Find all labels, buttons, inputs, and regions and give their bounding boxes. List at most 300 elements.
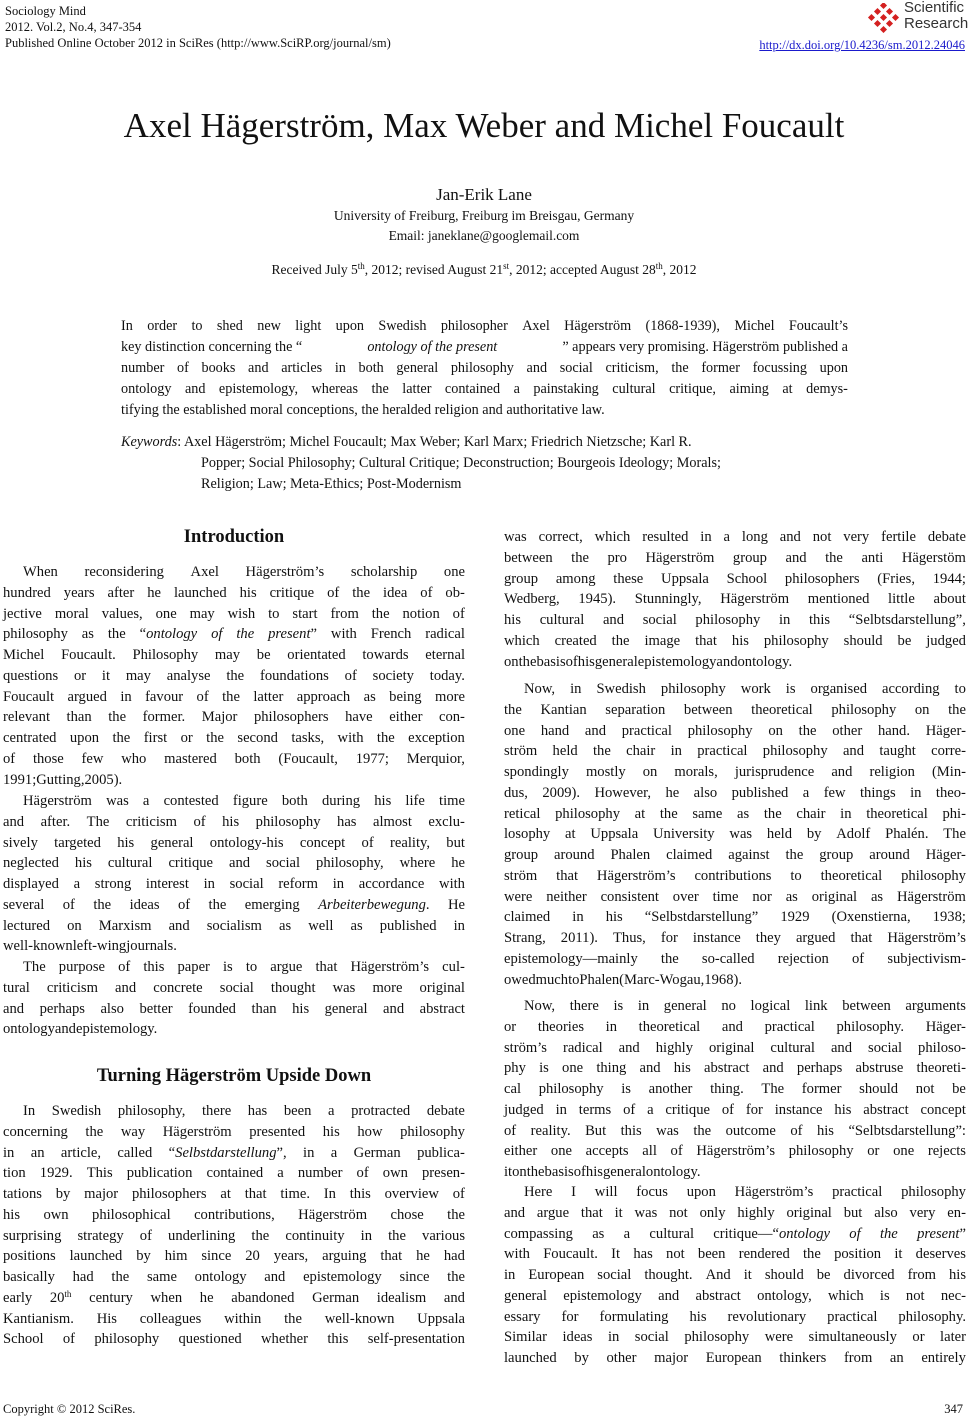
word: socialism bbox=[206, 917, 262, 934]
word: latter bbox=[402, 381, 432, 397]
word: is bbox=[223, 959, 233, 975]
word: books bbox=[201, 360, 236, 376]
word: theoreti- bbox=[916, 1060, 966, 1077]
word: resulted bbox=[642, 529, 689, 545]
word: philosopher bbox=[440, 318, 508, 334]
word: with bbox=[504, 1246, 530, 1263]
word: to bbox=[568, 971, 580, 988]
word: sively bbox=[3, 834, 38, 851]
word: his bbox=[948, 1267, 966, 1283]
word: Hägerstöm bbox=[901, 549, 966, 566]
word: well bbox=[308, 917, 334, 934]
word: social bbox=[642, 612, 677, 628]
word: philosophers bbox=[253, 709, 329, 726]
word: philosophy bbox=[831, 701, 897, 718]
word: Hägerström’s bbox=[696, 1143, 776, 1160]
copyright-footer: Copyright © 2012 SciRes. bbox=[3, 1402, 136, 1416]
word: an bbox=[889, 1350, 904, 1366]
text-line bbox=[504, 700, 966, 721]
logo-text-research: Research bbox=[904, 15, 968, 32]
word: the bbox=[376, 730, 395, 746]
word: the bbox=[592, 743, 611, 760]
word: argue bbox=[270, 959, 303, 975]
word: (Min- bbox=[931, 764, 966, 780]
word: highly bbox=[737, 1204, 775, 1221]
word: (Marc-Wogau, bbox=[619, 971, 705, 988]
text-line bbox=[504, 631, 966, 652]
text-line bbox=[504, 824, 966, 845]
word: claimed bbox=[666, 847, 713, 863]
word: theoretical bbox=[638, 1018, 701, 1035]
text-line bbox=[504, 996, 966, 1017]
abstract-line bbox=[121, 358, 848, 379]
word: questioned bbox=[178, 1331, 242, 1348]
text-line bbox=[504, 1079, 966, 1100]
text-line bbox=[3, 687, 465, 708]
word: 1929. bbox=[39, 1165, 73, 1182]
word: he bbox=[199, 1289, 214, 1306]
text-line bbox=[504, 1327, 966, 1348]
text-line bbox=[3, 1309, 465, 1330]
word: his bbox=[689, 1308, 707, 1325]
word: group bbox=[732, 549, 767, 566]
revised-text: , 2012; revised August 21 bbox=[364, 262, 504, 277]
word: since bbox=[201, 1248, 232, 1265]
text-line bbox=[3, 749, 465, 770]
word: Uppsala bbox=[590, 826, 639, 843]
text-line bbox=[3, 624, 465, 645]
word: This bbox=[86, 1165, 113, 1182]
word: he bbox=[665, 784, 680, 801]
word: thought. bbox=[644, 1267, 693, 1283]
word: instance bbox=[692, 930, 741, 946]
word: to bbox=[954, 681, 966, 697]
word: own bbox=[43, 1206, 69, 1223]
word: French bbox=[370, 626, 412, 643]
word: ontology, bbox=[757, 1287, 812, 1304]
word: his bbox=[3, 1206, 21, 1223]
word: more bbox=[372, 979, 403, 996]
word: and bbox=[658, 1287, 680, 1304]
word: exception bbox=[408, 730, 465, 746]
word: this bbox=[620, 1122, 642, 1139]
word: will bbox=[594, 1184, 618, 1200]
word: in bbox=[572, 909, 584, 926]
word: religion bbox=[869, 764, 915, 780]
word: upon bbox=[69, 730, 100, 746]
word: underlining bbox=[168, 1227, 236, 1244]
author-email: Email: janeklane@googlemail.com bbox=[388, 228, 580, 243]
word: original bbox=[786, 1204, 832, 1221]
word: it bbox=[504, 1164, 513, 1180]
word: by bbox=[806, 826, 822, 843]
word: of bbox=[721, 1101, 734, 1118]
word: not bbox=[669, 1204, 688, 1221]
word: and bbox=[3, 1000, 25, 1017]
word: theoretical bbox=[751, 701, 813, 718]
word: from bbox=[843, 1350, 873, 1366]
word: targeted bbox=[54, 834, 101, 851]
word: around bbox=[869, 847, 910, 863]
word: Wedberg, bbox=[504, 591, 560, 608]
word: philosophy bbox=[687, 722, 753, 739]
right-para-4 bbox=[504, 1182, 966, 1369]
word: century bbox=[89, 1289, 133, 1306]
word: in bbox=[607, 1329, 620, 1346]
word: second bbox=[237, 730, 278, 746]
word: neither bbox=[546, 888, 587, 905]
word: purpose bbox=[58, 959, 105, 975]
word: the bbox=[671, 360, 689, 376]
word: on bbox=[67, 917, 82, 934]
word: ideas bbox=[562, 1329, 593, 1346]
word: epistemology bbox=[563, 1287, 642, 1304]
word: strong bbox=[94, 876, 132, 892]
word: social bbox=[229, 876, 264, 892]
word: a bbox=[330, 1144, 338, 1161]
word: and bbox=[779, 529, 801, 545]
word: philosophy. bbox=[898, 1308, 966, 1325]
word: perhaps bbox=[39, 1000, 85, 1017]
word: philosophy bbox=[901, 867, 966, 884]
word: in bbox=[570, 681, 582, 697]
word: one bbox=[893, 1143, 915, 1160]
word: in bbox=[840, 805, 852, 822]
word: had bbox=[443, 1248, 465, 1265]
word: The bbox=[943, 826, 966, 843]
word: Hägerström bbox=[162, 1123, 232, 1140]
word: or bbox=[912, 1329, 925, 1346]
right-para-2 bbox=[504, 679, 966, 990]
word: 20th bbox=[49, 1288, 72, 1306]
word: well-known bbox=[3, 938, 73, 955]
word: contributions bbox=[694, 867, 772, 884]
word: and bbox=[831, 764, 853, 780]
word: theoretical bbox=[866, 805, 928, 822]
abstract-line: tifying the established moral conceptions, the heralded religion and authoritative law. bbox=[121, 402, 605, 418]
word: of bbox=[139, 1227, 152, 1244]
word: practical bbox=[697, 743, 748, 760]
word: which bbox=[594, 529, 631, 545]
text-line bbox=[504, 783, 966, 804]
word: idea bbox=[383, 584, 408, 601]
word: social bbox=[219, 979, 254, 996]
text-line bbox=[3, 583, 465, 604]
word: accordance bbox=[358, 876, 425, 892]
word: number bbox=[297, 1165, 343, 1182]
word: and bbox=[228, 855, 251, 872]
word: between bbox=[842, 998, 891, 1014]
word: time. bbox=[280, 1186, 310, 1202]
word: after bbox=[107, 584, 135, 601]
word: by bbox=[55, 1186, 71, 1202]
word: wish bbox=[227, 605, 256, 622]
word: of bbox=[356, 1165, 369, 1182]
word: scholarship bbox=[350, 564, 418, 580]
word: Uppsala bbox=[417, 1310, 465, 1327]
word: displayed bbox=[3, 876, 59, 892]
word: today. bbox=[429, 667, 465, 684]
word: whereas bbox=[311, 381, 358, 397]
word: since bbox=[399, 1269, 430, 1285]
word: was bbox=[729, 826, 753, 843]
word: this bbox=[809, 612, 831, 628]
word: one bbox=[562, 1060, 584, 1077]
word: and bbox=[716, 653, 738, 670]
word: School bbox=[726, 570, 768, 587]
word: philosophy bbox=[684, 1329, 750, 1346]
word: at bbox=[634, 805, 646, 822]
word: abstract bbox=[863, 1101, 909, 1118]
word: ob- bbox=[445, 584, 465, 601]
word: fertile bbox=[881, 529, 916, 545]
word: Hägerström’s bbox=[350, 959, 430, 975]
word: 1977; bbox=[355, 750, 389, 767]
word: published bbox=[379, 917, 437, 934]
word: group bbox=[504, 570, 539, 587]
word: critique bbox=[269, 584, 315, 601]
word: ontology. bbox=[737, 653, 793, 670]
word: German bbox=[353, 1144, 401, 1161]
word: one bbox=[443, 564, 465, 580]
word: critique—“ontology bbox=[713, 1225, 831, 1242]
word: his bbox=[374, 793, 392, 809]
word: almost bbox=[372, 813, 412, 830]
word: of bbox=[452, 1186, 465, 1202]
word: that bbox=[580, 1204, 603, 1221]
word: according bbox=[882, 681, 940, 697]
word: new bbox=[257, 318, 281, 334]
word: 2005). bbox=[84, 771, 123, 788]
word: shed bbox=[216, 318, 243, 334]
word: where bbox=[399, 855, 436, 872]
word: the bbox=[371, 605, 390, 622]
word: founded bbox=[188, 1000, 236, 1017]
word: or bbox=[867, 1143, 880, 1160]
word: values, bbox=[101, 605, 143, 622]
word: after. bbox=[40, 813, 71, 830]
word: instance bbox=[774, 1101, 823, 1118]
word: philosophy bbox=[763, 632, 829, 649]
word: of bbox=[452, 605, 465, 622]
word: Stunningly, bbox=[634, 591, 702, 608]
word: group bbox=[819, 847, 854, 863]
word: I bbox=[571, 1184, 577, 1200]
word: nec- bbox=[940, 1287, 966, 1304]
word: the bbox=[447, 1206, 465, 1223]
word: the bbox=[107, 626, 126, 643]
word: has bbox=[633, 1246, 653, 1263]
word: He bbox=[447, 896, 465, 913]
word: interest bbox=[145, 876, 189, 892]
text-line bbox=[504, 907, 966, 928]
word: on bbox=[512, 1164, 527, 1180]
word: And bbox=[705, 1267, 731, 1283]
text-line bbox=[3, 1163, 465, 1184]
word: in bbox=[637, 998, 650, 1014]
word: When bbox=[23, 564, 58, 580]
word: hand. bbox=[877, 722, 910, 739]
word: epistemology bbox=[637, 653, 717, 670]
word: another bbox=[648, 1081, 693, 1097]
word: philosophy bbox=[450, 360, 514, 376]
word: at bbox=[565, 826, 576, 843]
text-line bbox=[3, 1329, 465, 1350]
word: debate bbox=[426, 1103, 465, 1119]
word: may bbox=[214, 647, 241, 663]
received-sup: th bbox=[357, 261, 365, 271]
word: with bbox=[439, 876, 465, 892]
word: should bbox=[859, 1081, 899, 1097]
word: corre- bbox=[931, 743, 966, 760]
word: same bbox=[692, 805, 723, 822]
word: philosophers bbox=[131, 1186, 207, 1202]
word: a bbox=[142, 793, 150, 809]
text-line bbox=[504, 721, 966, 742]
word: lectured bbox=[3, 917, 50, 934]
page-number: 347 bbox=[944, 1402, 963, 1416]
text-line bbox=[504, 804, 966, 825]
word: by bbox=[136, 1248, 151, 1265]
word: of bbox=[361, 834, 374, 851]
word: one bbox=[550, 1143, 572, 1160]
word: the bbox=[226, 667, 245, 684]
word: Häger- bbox=[925, 847, 966, 863]
word: revolutionary bbox=[727, 1308, 807, 1325]
word: who bbox=[121, 750, 147, 767]
word: against bbox=[728, 847, 770, 863]
word: in bbox=[334, 360, 346, 376]
word: be bbox=[897, 632, 912, 649]
word: have bbox=[345, 709, 373, 726]
word: the bbox=[693, 1122, 712, 1139]
word: claimed bbox=[504, 909, 551, 926]
word: and bbox=[830, 1039, 853, 1056]
word: was bbox=[634, 1204, 658, 1221]
word: in bbox=[203, 876, 215, 892]
word: a bbox=[327, 1103, 335, 1119]
word: own bbox=[382, 1165, 408, 1182]
word: ström bbox=[504, 867, 538, 884]
doi-link[interactable]: http://dx.doi.org/10.4236/sm.2012.24046 bbox=[759, 38, 965, 52]
word: demys- bbox=[806, 381, 848, 397]
word: a bbox=[73, 876, 81, 892]
word: in bbox=[778, 612, 791, 628]
text-line bbox=[504, 652, 966, 673]
text-line bbox=[504, 762, 966, 783]
word: very bbox=[909, 1204, 936, 1221]
word: 1944; bbox=[932, 570, 966, 587]
word: Hägerström’s bbox=[887, 930, 966, 946]
word: life bbox=[405, 793, 425, 809]
word: The bbox=[23, 959, 46, 975]
word: Hägerström bbox=[896, 888, 966, 905]
word: his bbox=[292, 1000, 310, 1017]
word: held bbox=[766, 826, 793, 843]
year-text: , 2012 bbox=[662, 262, 697, 277]
word: the bbox=[85, 1123, 104, 1140]
word: his bbox=[673, 1060, 691, 1077]
word: self-presentation bbox=[367, 1331, 465, 1348]
word: is bbox=[621, 1081, 631, 1097]
text-line bbox=[3, 957, 465, 978]
word: protracted bbox=[351, 1103, 411, 1119]
word: more bbox=[434, 688, 465, 705]
word: that bbox=[556, 867, 579, 884]
word: 1929 bbox=[780, 909, 810, 926]
word: deserves bbox=[915, 1246, 966, 1263]
abstract-line bbox=[121, 337, 848, 358]
word: and bbox=[526, 360, 548, 376]
word: Now, bbox=[524, 681, 556, 697]
word: in bbox=[605, 1018, 618, 1035]
word: this bbox=[143, 959, 165, 975]
word: epistemology, bbox=[218, 381, 298, 397]
word: mentioned bbox=[807, 591, 870, 608]
word: in bbox=[910, 784, 922, 801]
word: thought bbox=[270, 979, 316, 996]
word: The bbox=[761, 1081, 785, 1097]
word: held bbox=[552, 743, 578, 760]
word: hand bbox=[540, 722, 570, 739]
word: the bbox=[251, 1227, 270, 1244]
word: Marxism bbox=[98, 917, 152, 934]
word: mastered bbox=[164, 750, 217, 767]
word: concept bbox=[299, 834, 346, 851]
word: major bbox=[654, 1350, 689, 1366]
word: tations bbox=[3, 1186, 42, 1202]
word: criticism bbox=[125, 813, 177, 830]
word: criticism, bbox=[605, 360, 659, 376]
word: philosophy bbox=[788, 1143, 854, 1160]
word: Kantian bbox=[540, 701, 587, 718]
text-line bbox=[3, 936, 465, 957]
text-line bbox=[504, 970, 966, 991]
word: jurisprudence bbox=[734, 764, 815, 780]
word: of bbox=[851, 950, 865, 967]
word: upon bbox=[335, 318, 365, 334]
word: was bbox=[656, 1122, 679, 1139]
word: there bbox=[202, 1103, 232, 1119]
text-line bbox=[3, 895, 465, 916]
word: of bbox=[420, 584, 433, 601]
word: between bbox=[504, 549, 553, 566]
word: called bbox=[117, 1144, 153, 1161]
word: no bbox=[721, 998, 736, 1014]
text-line bbox=[504, 1244, 966, 1265]
word: for bbox=[660, 930, 678, 946]
word: or bbox=[180, 730, 193, 746]
word: and bbox=[184, 381, 206, 397]
word: philosophy bbox=[400, 1123, 465, 1140]
word: whether bbox=[261, 1331, 309, 1348]
word: argue bbox=[536, 1204, 570, 1221]
word: theories bbox=[537, 1018, 585, 1035]
word: time bbox=[712, 888, 739, 905]
word: of bbox=[565, 653, 578, 670]
word: the bbox=[352, 584, 371, 601]
word: pro bbox=[607, 549, 627, 566]
word: be bbox=[256, 647, 271, 663]
word: among bbox=[555, 570, 596, 587]
journal-volume: 2012. Vol.2, No.4, 347-354 bbox=[5, 20, 142, 34]
word: and bbox=[115, 979, 137, 996]
word: not bbox=[915, 1081, 935, 1097]
word: an bbox=[30, 1144, 45, 1161]
text-line bbox=[3, 1205, 465, 1226]
text-line bbox=[3, 1101, 465, 1122]
keywords-text: Religion; Law; Meta-Ethics; Post-Modernism bbox=[201, 476, 462, 492]
